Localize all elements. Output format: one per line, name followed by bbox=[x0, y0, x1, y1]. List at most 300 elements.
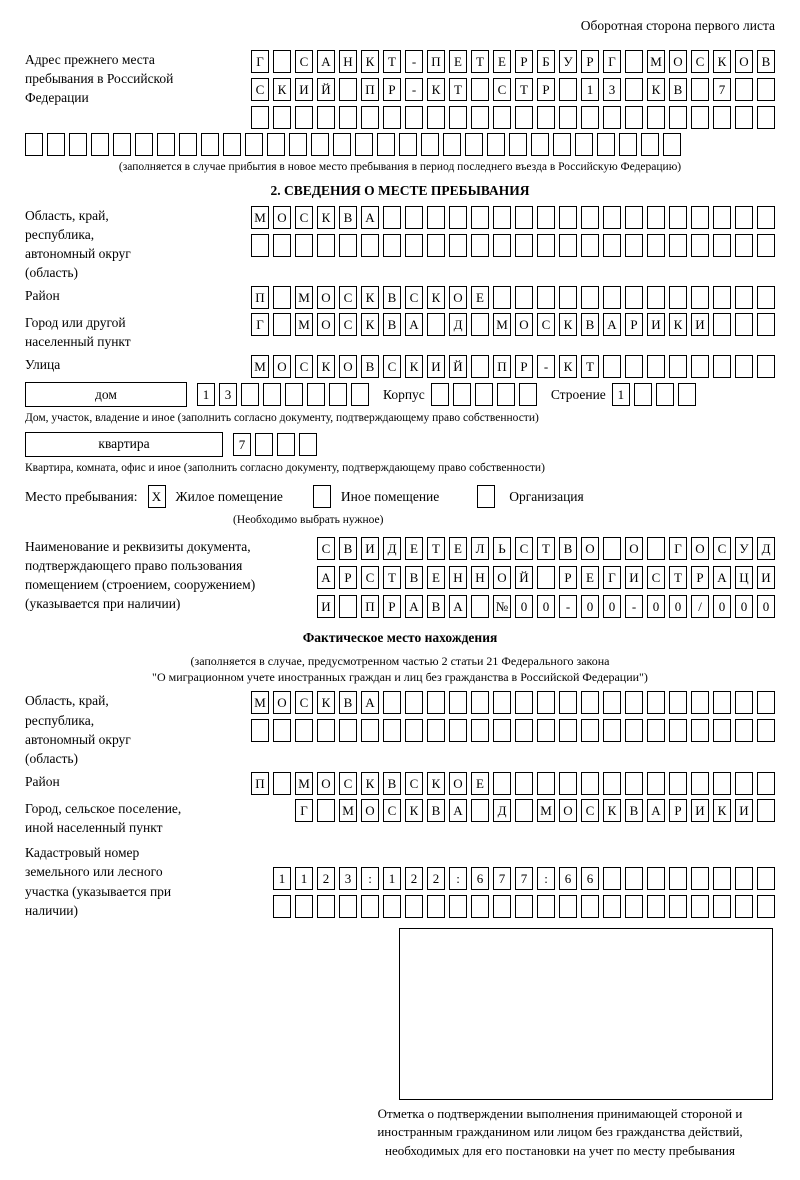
actual-city-row bbox=[295, 799, 775, 822]
char-box bbox=[735, 895, 753, 918]
char-box: С bbox=[295, 206, 313, 229]
char-box bbox=[559, 78, 577, 101]
char-box bbox=[361, 719, 379, 742]
checkbox-organization bbox=[477, 485, 495, 508]
char-box: К bbox=[317, 355, 335, 378]
char-box: - bbox=[537, 355, 555, 378]
char-box: / bbox=[691, 595, 709, 618]
char-box bbox=[691, 691, 709, 714]
char-box bbox=[625, 50, 643, 73]
char-box bbox=[471, 106, 489, 129]
char-box: Г bbox=[251, 50, 269, 73]
char-box: Й bbox=[515, 566, 533, 589]
char-box bbox=[339, 719, 357, 742]
char-box: О bbox=[317, 286, 335, 309]
char-box bbox=[537, 895, 555, 918]
document-block bbox=[25, 537, 775, 618]
char-box bbox=[263, 383, 281, 406]
char-box: Г bbox=[603, 566, 621, 589]
char-box bbox=[471, 719, 489, 742]
char-box: 7 bbox=[713, 78, 731, 101]
char-box bbox=[625, 206, 643, 229]
char-box bbox=[757, 867, 775, 890]
actual-city-label: Город, сельское поселение, иной населенный пункт bbox=[25, 801, 182, 836]
char-box bbox=[273, 106, 291, 129]
char-box: Р bbox=[339, 566, 357, 589]
char-box: Г bbox=[295, 799, 313, 822]
char-box bbox=[757, 895, 775, 918]
char-box: Е bbox=[449, 537, 467, 560]
char-box: Т bbox=[471, 50, 489, 73]
char-box bbox=[713, 355, 731, 378]
char-box bbox=[559, 206, 577, 229]
char-box bbox=[757, 78, 775, 101]
char-box bbox=[355, 133, 373, 156]
checkbox-other-premises bbox=[313, 485, 331, 508]
char-box: Е bbox=[427, 566, 445, 589]
char-box: Д bbox=[449, 313, 467, 336]
char-box bbox=[735, 867, 753, 890]
char-box: 1 bbox=[273, 867, 291, 890]
char-box bbox=[603, 286, 621, 309]
char-box bbox=[329, 383, 347, 406]
char-box bbox=[289, 133, 307, 156]
char-box: 2 bbox=[317, 867, 335, 890]
street-block bbox=[25, 355, 775, 378]
char-box bbox=[603, 206, 621, 229]
char-box bbox=[377, 133, 395, 156]
char-box: И bbox=[691, 313, 709, 336]
char-box bbox=[603, 106, 621, 129]
page-side-note: Оборотная сторона первого листа bbox=[580, 18, 775, 33]
char-box bbox=[295, 719, 313, 742]
char-box: И bbox=[427, 355, 445, 378]
stay-type-label: Место пребывания: bbox=[25, 489, 138, 505]
char-box: В bbox=[383, 286, 401, 309]
char-box bbox=[757, 106, 775, 129]
char-box bbox=[339, 106, 357, 129]
char-box bbox=[625, 772, 643, 795]
document-row-1 bbox=[317, 537, 775, 560]
char-box: П bbox=[251, 772, 269, 795]
char-box bbox=[295, 106, 313, 129]
char-box bbox=[757, 286, 775, 309]
char-box bbox=[515, 719, 533, 742]
char-box: Е bbox=[405, 537, 423, 560]
char-box bbox=[361, 895, 379, 918]
char-box: У bbox=[735, 537, 753, 560]
char-box bbox=[581, 106, 599, 129]
district-row bbox=[251, 286, 775, 309]
char-box: С bbox=[515, 537, 533, 560]
char-box bbox=[427, 234, 445, 257]
char-box bbox=[575, 133, 593, 156]
char-box: Ц bbox=[735, 566, 753, 589]
char-box: А bbox=[361, 206, 379, 229]
char-box: С bbox=[383, 355, 401, 378]
char-box bbox=[471, 895, 489, 918]
char-box: Т bbox=[537, 537, 555, 560]
region-row-2 bbox=[251, 234, 775, 257]
char-box bbox=[603, 234, 621, 257]
char-box: Д bbox=[757, 537, 775, 560]
char-box bbox=[537, 566, 555, 589]
street-row bbox=[251, 355, 775, 378]
confirmation-note: Отметка о подтверждении выполнения принимающей стороной и иностранным гражданином или лицом без гражданства действий, необходимых для его постановки на учет по месту пребывания bbox=[377, 1105, 743, 1158]
char-box bbox=[691, 895, 709, 918]
char-box: В bbox=[427, 799, 445, 822]
char-box: В bbox=[339, 537, 357, 560]
char-box bbox=[669, 355, 687, 378]
char-box bbox=[603, 355, 621, 378]
char-box: Е bbox=[493, 50, 511, 73]
char-box bbox=[735, 313, 753, 336]
char-box bbox=[537, 772, 555, 795]
char-box: Г bbox=[251, 313, 269, 336]
char-box bbox=[735, 78, 753, 101]
char-box: К bbox=[405, 355, 423, 378]
char-box: К bbox=[669, 313, 687, 336]
char-box: В bbox=[361, 355, 379, 378]
char-box bbox=[537, 106, 555, 129]
char-box: А bbox=[317, 50, 335, 73]
char-box bbox=[515, 286, 533, 309]
document-label: Наименование и реквизиты документа, подтверждающего право пользования помещением (строением, сооружением) (указывается при наличии) bbox=[25, 539, 256, 612]
char-box bbox=[647, 106, 665, 129]
actual-region-row-2 bbox=[251, 719, 775, 742]
char-box bbox=[383, 691, 401, 714]
char-box bbox=[553, 133, 571, 156]
char-box bbox=[678, 383, 696, 406]
cadastre-row-2 bbox=[273, 895, 775, 918]
char-box: 7 bbox=[493, 867, 511, 890]
char-box bbox=[443, 133, 461, 156]
char-box: 1 bbox=[612, 383, 630, 406]
char-box: С bbox=[647, 566, 665, 589]
char-box bbox=[273, 286, 291, 309]
option-organization-label: Организация bbox=[509, 489, 584, 505]
char-box: П bbox=[361, 595, 379, 618]
char-box bbox=[559, 691, 577, 714]
char-box bbox=[339, 895, 357, 918]
char-box: О bbox=[273, 206, 291, 229]
char-box bbox=[647, 719, 665, 742]
char-box: В bbox=[669, 78, 687, 101]
char-box: И bbox=[691, 799, 709, 822]
char-box bbox=[647, 355, 665, 378]
char-box: С bbox=[361, 566, 379, 589]
char-box bbox=[713, 234, 731, 257]
char-box bbox=[251, 234, 269, 257]
char-box: К bbox=[361, 286, 379, 309]
char-box bbox=[471, 78, 489, 101]
char-box: А bbox=[361, 691, 379, 714]
char-box bbox=[493, 772, 511, 795]
char-box bbox=[735, 286, 753, 309]
char-box: Й bbox=[449, 355, 467, 378]
char-box bbox=[603, 867, 621, 890]
actual-district-label: Район bbox=[25, 774, 60, 789]
char-box bbox=[559, 719, 577, 742]
char-box bbox=[713, 106, 731, 129]
char-box: - bbox=[405, 50, 423, 73]
char-box bbox=[713, 719, 731, 742]
char-box: К bbox=[713, 50, 731, 73]
char-box: Е bbox=[471, 286, 489, 309]
char-box bbox=[449, 719, 467, 742]
cadastre-row-1 bbox=[273, 867, 775, 890]
char-box: О bbox=[449, 286, 467, 309]
prev-address-row-3 bbox=[251, 106, 775, 129]
char-box: Р bbox=[383, 595, 401, 618]
char-box bbox=[691, 206, 709, 229]
prev-address-row-1 bbox=[251, 50, 775, 73]
char-box bbox=[757, 206, 775, 229]
char-box: К bbox=[647, 78, 665, 101]
house-caption: Дом, участок, владение и иное (заполнить согласно документу, подтверждающему право собственности) bbox=[25, 412, 539, 425]
char-box: С bbox=[317, 537, 335, 560]
city-block bbox=[25, 313, 775, 351]
char-box bbox=[317, 895, 335, 918]
region-block bbox=[25, 206, 775, 283]
char-box bbox=[245, 133, 263, 156]
korpus-row bbox=[431, 383, 537, 406]
char-box: 0 bbox=[581, 595, 599, 618]
stroenie-label: Строение bbox=[550, 387, 606, 403]
section2-title: 2. СВЕДЕНИЯ О МЕСТЕ ПРЕБЫВАНИЯ bbox=[270, 182, 530, 198]
char-box: С bbox=[339, 313, 357, 336]
char-box bbox=[471, 206, 489, 229]
char-box bbox=[669, 106, 687, 129]
char-box bbox=[713, 772, 731, 795]
char-box: 0 bbox=[669, 595, 687, 618]
char-box bbox=[285, 383, 303, 406]
char-box: 7 bbox=[233, 433, 251, 456]
char-box: Т bbox=[383, 566, 401, 589]
char-box bbox=[619, 133, 637, 156]
char-box bbox=[537, 234, 555, 257]
apartment-block bbox=[25, 432, 775, 457]
char-box bbox=[361, 234, 379, 257]
char-box bbox=[647, 691, 665, 714]
char-box: М bbox=[339, 799, 357, 822]
char-box: А bbox=[405, 595, 423, 618]
char-box: С bbox=[295, 50, 313, 73]
char-box bbox=[757, 772, 775, 795]
char-box bbox=[735, 106, 753, 129]
char-box bbox=[603, 537, 621, 560]
house-type-box bbox=[25, 382, 187, 407]
char-box: К bbox=[427, 286, 445, 309]
char-box bbox=[421, 133, 439, 156]
char-box bbox=[625, 867, 643, 890]
char-box bbox=[603, 719, 621, 742]
char-box bbox=[25, 133, 43, 156]
char-box: И bbox=[735, 799, 753, 822]
char-box: 7 bbox=[515, 867, 533, 890]
char-box: Г bbox=[669, 537, 687, 560]
char-box bbox=[581, 691, 599, 714]
char-box bbox=[251, 106, 269, 129]
char-box bbox=[625, 78, 643, 101]
city-label: Город или другой населенный пункт bbox=[25, 315, 131, 350]
actual-district-block bbox=[25, 772, 775, 795]
char-box bbox=[669, 772, 687, 795]
char-box: К bbox=[405, 799, 423, 822]
char-box: О bbox=[691, 537, 709, 560]
char-box bbox=[603, 895, 621, 918]
char-box bbox=[647, 286, 665, 309]
char-box: В bbox=[427, 595, 445, 618]
char-box: Е bbox=[449, 50, 467, 73]
char-box bbox=[515, 234, 533, 257]
char-box bbox=[475, 383, 493, 406]
char-box bbox=[581, 286, 599, 309]
char-box bbox=[663, 133, 681, 156]
char-box bbox=[405, 895, 423, 918]
char-box: К bbox=[559, 313, 577, 336]
actual-district-row bbox=[251, 772, 775, 795]
char-box: К bbox=[559, 355, 577, 378]
char-box: 0 bbox=[713, 595, 731, 618]
char-box bbox=[669, 234, 687, 257]
char-box: И bbox=[295, 78, 313, 101]
char-box: С bbox=[295, 691, 313, 714]
char-box: М bbox=[251, 355, 269, 378]
char-box bbox=[515, 772, 533, 795]
char-box bbox=[691, 286, 709, 309]
char-box: : bbox=[537, 867, 555, 890]
char-box bbox=[471, 691, 489, 714]
char-box bbox=[647, 772, 665, 795]
char-box: К bbox=[427, 772, 445, 795]
char-box: О bbox=[317, 313, 335, 336]
char-box bbox=[427, 106, 445, 129]
char-box bbox=[625, 286, 643, 309]
char-box: 1 bbox=[383, 867, 401, 890]
char-box: 0 bbox=[735, 595, 753, 618]
char-box bbox=[519, 383, 537, 406]
actual-region-block bbox=[25, 691, 775, 768]
char-box: 2 bbox=[427, 867, 445, 890]
char-box bbox=[603, 772, 621, 795]
char-box bbox=[669, 206, 687, 229]
char-box: А bbox=[449, 799, 467, 822]
stay-type-block bbox=[25, 484, 775, 509]
stay-type-caption: (Необходимо выбрать нужное) bbox=[233, 514, 384, 527]
char-box: С bbox=[295, 355, 313, 378]
char-box: 0 bbox=[515, 595, 533, 618]
char-box: Р bbox=[691, 566, 709, 589]
char-box: 1 bbox=[581, 78, 599, 101]
char-box bbox=[471, 595, 489, 618]
char-box bbox=[757, 313, 775, 336]
apartment-type-label: квартира bbox=[98, 436, 150, 452]
char-box: 6 bbox=[581, 867, 599, 890]
char-box: О bbox=[735, 50, 753, 73]
char-box bbox=[669, 691, 687, 714]
char-box bbox=[471, 799, 489, 822]
char-box: - bbox=[559, 595, 577, 618]
char-box bbox=[713, 286, 731, 309]
cadastre-block bbox=[25, 843, 775, 920]
char-box bbox=[295, 234, 313, 257]
char-box: 3 bbox=[219, 383, 237, 406]
char-box: Е bbox=[471, 772, 489, 795]
char-box bbox=[515, 895, 533, 918]
char-box: 0 bbox=[647, 595, 665, 618]
char-box bbox=[515, 206, 533, 229]
char-box: К bbox=[317, 691, 335, 714]
char-box: К bbox=[317, 206, 335, 229]
char-box bbox=[647, 234, 665, 257]
char-box bbox=[625, 355, 643, 378]
char-box bbox=[497, 383, 515, 406]
char-box: Р bbox=[559, 566, 577, 589]
apartment-row bbox=[233, 433, 317, 456]
char-box: М bbox=[647, 50, 665, 73]
char-box bbox=[201, 133, 219, 156]
char-box bbox=[427, 313, 445, 336]
char-box bbox=[691, 355, 709, 378]
char-box bbox=[735, 234, 753, 257]
char-box: М bbox=[493, 313, 511, 336]
actual-location-title: Фактическое место нахождения bbox=[302, 630, 498, 645]
char-box bbox=[399, 133, 417, 156]
char-box: С bbox=[405, 286, 423, 309]
char-box: Р bbox=[515, 50, 533, 73]
char-box: У bbox=[559, 50, 577, 73]
char-box bbox=[405, 719, 423, 742]
char-box: О bbox=[317, 772, 335, 795]
prev-address-caption: (заполняется в случае прибытия в новое место пребывания в период последнего въезда в Российскую Федерацию) bbox=[118, 161, 682, 173]
char-box bbox=[317, 719, 335, 742]
char-box: О bbox=[559, 799, 577, 822]
char-box: Р bbox=[515, 355, 533, 378]
char-box bbox=[735, 719, 753, 742]
char-box bbox=[669, 895, 687, 918]
char-box: А bbox=[405, 313, 423, 336]
char-box: № bbox=[493, 595, 511, 618]
char-box: С bbox=[251, 78, 269, 101]
char-box bbox=[559, 106, 577, 129]
char-box bbox=[135, 133, 153, 156]
char-box bbox=[537, 286, 555, 309]
char-box bbox=[273, 719, 291, 742]
char-box: Д bbox=[493, 799, 511, 822]
char-box: Т bbox=[515, 78, 533, 101]
char-box: С bbox=[581, 799, 599, 822]
checkbox-residential: X bbox=[148, 485, 166, 508]
char-box: С bbox=[339, 772, 357, 795]
char-box bbox=[691, 719, 709, 742]
char-box: К bbox=[713, 799, 731, 822]
char-box: П bbox=[361, 78, 379, 101]
char-box bbox=[487, 133, 505, 156]
char-box: И bbox=[317, 595, 335, 618]
char-box: К bbox=[603, 799, 621, 822]
char-box: О bbox=[273, 355, 291, 378]
char-box: 3 bbox=[339, 867, 357, 890]
char-box: К bbox=[361, 50, 379, 73]
char-box: К bbox=[361, 772, 379, 795]
char-box bbox=[531, 133, 549, 156]
char-box: Д bbox=[383, 537, 401, 560]
char-box: 6 bbox=[471, 867, 489, 890]
char-box bbox=[515, 799, 533, 822]
char-box bbox=[427, 895, 445, 918]
char-box bbox=[559, 772, 577, 795]
